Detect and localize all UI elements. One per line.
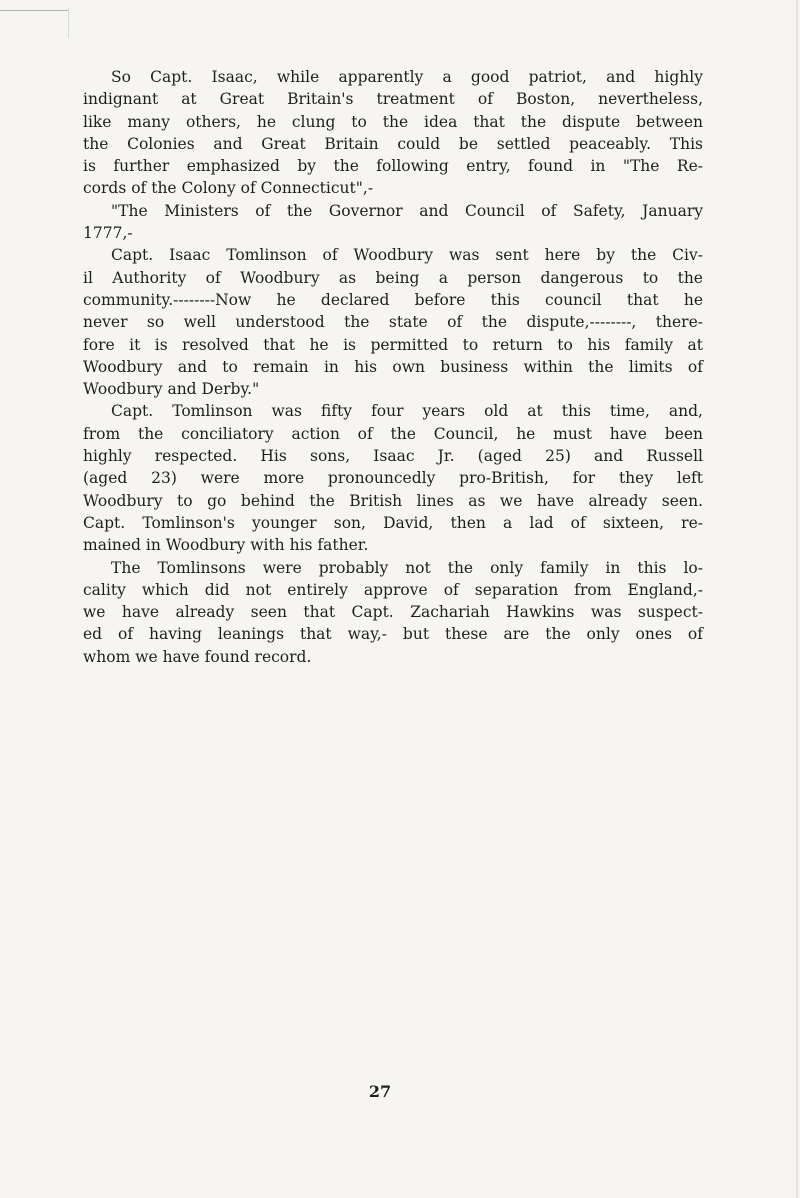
text-line: from the conciliatory action of the Council, he must have been bbox=[83, 424, 703, 443]
text-line: mained in Woodbury with his father. bbox=[83, 536, 369, 555]
paragraph-4 bbox=[83, 400, 703, 556]
text-line: highly respected. His sons, Isaac Jr. (aged 25) and Russell bbox=[83, 447, 703, 466]
text-line: ed of having leanings that way,- but these are the only ones of bbox=[83, 625, 703, 644]
text-line: Capt. Tomlinson was fifty four years old at this time, and, bbox=[111, 402, 703, 421]
paragraph-5 bbox=[83, 557, 703, 668]
text-line: we have already seen that Capt. Zachariah Hawkins was suspect- bbox=[83, 603, 703, 622]
text-line: Woodbury to go behind the British lines as we have already seen. bbox=[83, 491, 703, 510]
text-line: Capt. Tomlinson's younger son, David, then a lad of sixteen, re- bbox=[83, 513, 703, 532]
text-line: Capt. Isaac Tomlinson of Woodbury was sent here by the Civ- bbox=[111, 246, 703, 265]
text-line: (aged 23) were more pronouncedly pro-British, for they left bbox=[83, 469, 703, 488]
text-line: The Tomlinsons were probably not the only family in this lo- bbox=[111, 558, 703, 577]
text-line: never so well understood the state of the dispute,--------, there- bbox=[83, 313, 703, 332]
text-line: il Authority of Woodbury as being a person dangerous to the bbox=[83, 268, 703, 287]
paragraph-2 bbox=[83, 200, 703, 245]
scan-edge-top bbox=[0, 0, 68, 11]
scan-edge-right bbox=[796, 0, 798, 1198]
text-line: Woodbury and Derby." bbox=[83, 380, 260, 399]
paragraph-3 bbox=[83, 244, 703, 400]
text-line: whom we have found record. bbox=[83, 647, 312, 666]
text-line: cords of the Colony of Connecticut",- bbox=[83, 179, 374, 198]
text-line: So Capt. Isaac, while apparently a good patriot, and highly bbox=[111, 68, 703, 86]
text-line: 1777,- bbox=[83, 224, 133, 243]
text-line: fore it is resolved that he is permitted to return to his family at bbox=[83, 335, 703, 354]
text-line: the Colonies and Great Britain could be settled peaceably. This bbox=[83, 134, 703, 153]
text-line: "The Ministers of the Governor and Council of Safety, January bbox=[111, 201, 703, 220]
paragraph-1 bbox=[83, 66, 703, 200]
scan-edge-left bbox=[68, 8, 69, 38]
page-number: 27 bbox=[368, 1082, 392, 1101]
text-line: is further emphasized by the following entry, found in "The Re- bbox=[83, 157, 703, 176]
text-line: community.--------Now he declared before this council that he bbox=[83, 290, 703, 309]
text-line: Woodbury and to remain in his own business within the limits of bbox=[83, 357, 703, 376]
text-line: cality which did not entirely approve of separation from England,- bbox=[83, 580, 703, 599]
page-body-text bbox=[83, 66, 703, 668]
text-line: like many others, he clung to the idea that the dispute between bbox=[83, 112, 703, 131]
text-line: indignant at Great Britain's treatment of Boston, nevertheless, bbox=[83, 90, 703, 109]
